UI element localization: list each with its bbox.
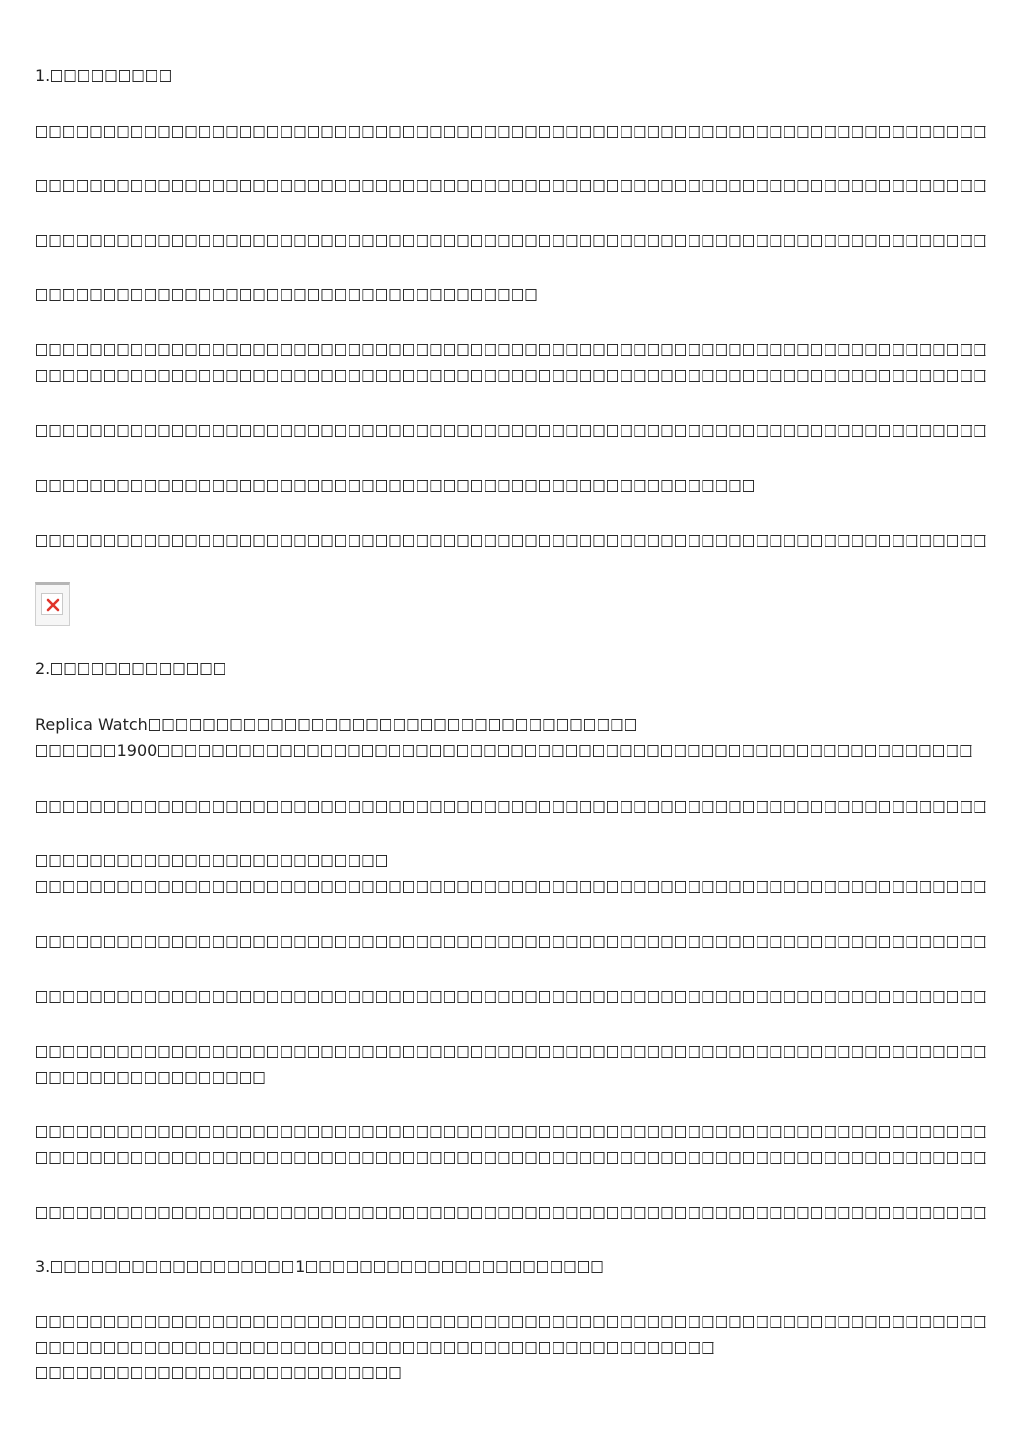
text-line xyxy=(35,364,990,388)
missing-glyph-run xyxy=(50,657,227,681)
text-line xyxy=(35,229,990,253)
missing-glyph-run xyxy=(35,1310,987,1334)
document-body xyxy=(35,0,990,1449)
text-line xyxy=(35,419,990,443)
text-line xyxy=(35,474,990,498)
text-line xyxy=(35,875,990,899)
missing-glyph-run xyxy=(148,713,638,737)
missing-glyph-run xyxy=(35,849,389,873)
text-line xyxy=(35,930,990,954)
text-line xyxy=(35,985,990,1009)
text-line xyxy=(35,283,990,307)
missing-glyph-run xyxy=(35,930,987,954)
text-line xyxy=(35,1120,990,1144)
missing-glyph-run xyxy=(35,1066,266,1090)
missing-glyph-run xyxy=(35,795,987,819)
text-line xyxy=(35,795,990,819)
missing-glyph-run xyxy=(35,283,538,307)
missing-glyph-run xyxy=(50,1255,295,1279)
text-line xyxy=(35,1040,990,1064)
line-text: 1. xyxy=(35,66,51,85)
text-line xyxy=(35,849,990,873)
line-text: 1 xyxy=(295,1257,306,1276)
missing-glyph-run xyxy=(35,174,987,198)
missing-glyph-run xyxy=(305,1255,604,1279)
missing-glyph-run xyxy=(35,739,117,763)
missing-glyph-run xyxy=(35,364,987,388)
broken-image-icon xyxy=(45,597,61,613)
text-line xyxy=(35,120,990,144)
text-line xyxy=(35,1255,990,1279)
text-line xyxy=(35,739,990,763)
text-line xyxy=(35,1361,990,1385)
text-line xyxy=(35,174,990,198)
missing-glyph-run xyxy=(35,474,756,498)
text-line xyxy=(35,1146,990,1170)
missing-glyph-run xyxy=(35,1040,987,1064)
missing-glyph-run xyxy=(35,229,987,253)
missing-glyph-run xyxy=(35,985,987,1009)
missing-glyph-run xyxy=(35,875,987,899)
missing-glyph-run xyxy=(35,1120,987,1144)
missing-glyph-run xyxy=(35,1201,987,1225)
missing-glyph-run xyxy=(35,1146,987,1170)
text-line xyxy=(35,1201,990,1225)
line-text: 2. xyxy=(35,659,51,678)
missing-glyph-run xyxy=(35,529,987,553)
text-line xyxy=(35,529,990,553)
missing-glyph-run xyxy=(50,64,172,88)
line-text: 1900 xyxy=(116,741,158,760)
missing-glyph-run xyxy=(35,419,987,443)
text-line xyxy=(35,1336,990,1360)
missing-glyph-run xyxy=(157,739,973,763)
line-text: Replica Watch xyxy=(35,715,148,734)
text-line xyxy=(35,657,990,681)
missing-glyph-run xyxy=(35,1361,402,1385)
missing-glyph-run xyxy=(35,338,987,362)
text-line xyxy=(35,338,990,362)
text-line xyxy=(35,713,990,737)
text-line xyxy=(35,64,990,88)
missing-glyph-run xyxy=(35,1336,715,1360)
broken-image-frame xyxy=(41,593,63,615)
line-text: 3. xyxy=(35,1257,51,1276)
broken-image xyxy=(35,582,70,626)
missing-glyph-run xyxy=(35,120,987,144)
text-line xyxy=(35,1310,990,1334)
text-line xyxy=(35,1066,990,1090)
